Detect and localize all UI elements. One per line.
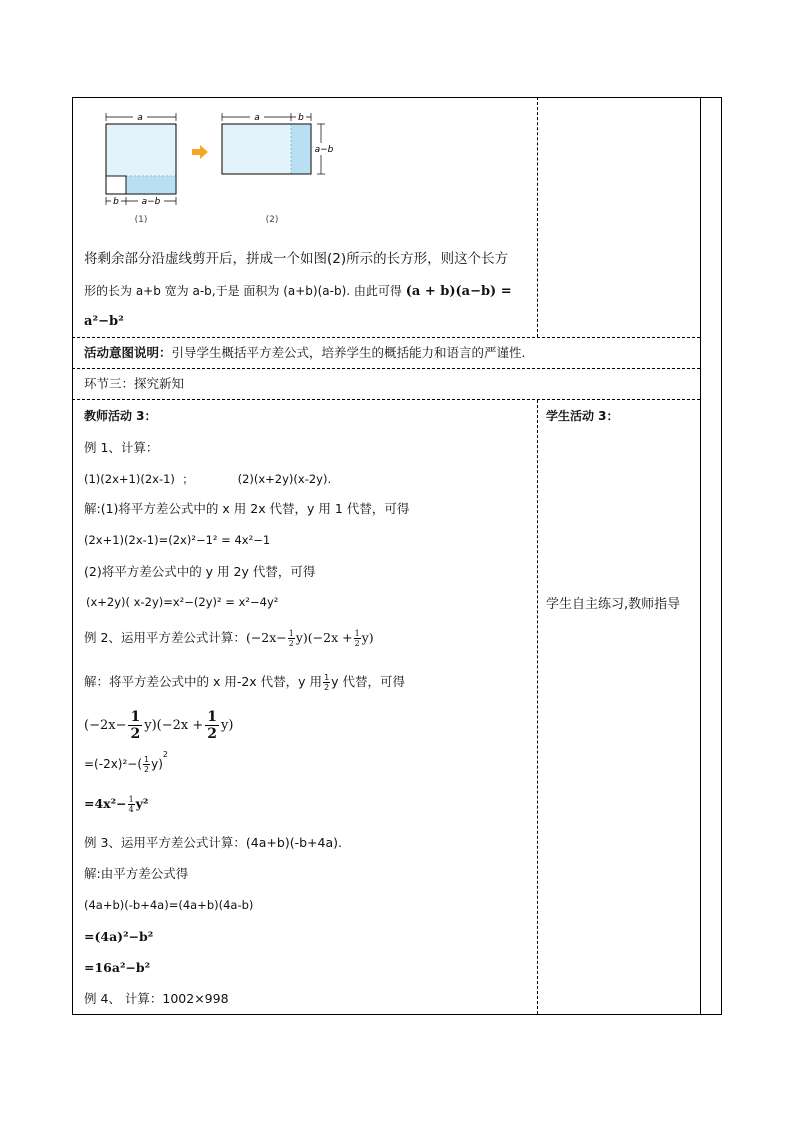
ex2-sol-frac (323, 673, 330, 692)
example-3-solution-intro: 解:由平方差公式得 (84, 866, 189, 881)
frac-num: 1 (324, 673, 330, 682)
activity-intent-text: 引导学生概括平方差公式，培养学生的概括能力和语言的严谨性. (171, 345, 526, 360)
transform-arrow-icon (192, 145, 208, 159)
table-bottom-border (72, 1014, 722, 1015)
fig1-label-amb: a−b (141, 197, 161, 207)
example-2-row (84, 629, 374, 648)
table-top-border (72, 97, 722, 98)
frac-den: 2 (324, 683, 330, 692)
ex2-step2-square: 2 (162, 750, 169, 759)
example-3-step-2: =(4a)²−b² (84, 929, 154, 944)
example-1-solution-2-intro: (2)将平方差公式中的 y 用 2y 代替，可得 (84, 564, 316, 579)
intro-line-1: 将剩余部分沿虚线剪开后，拼成一个如图(2)所示的长方形，则这个长方 (84, 251, 509, 267)
ex2-step1-part-a: (−2x− (84, 718, 127, 733)
row-divider-3 (72, 399, 700, 400)
section-3-title: 环节三：探究新知 (84, 376, 185, 391)
frac-num: 1 (144, 755, 150, 764)
fig2-label-a: a (254, 113, 260, 123)
row-divider-2 (72, 368, 700, 369)
example-4-title: 例 4、 计算：1002×998 (84, 991, 229, 1006)
ex2-step3-frac (128, 795, 135, 814)
ex2-expr-part-b: y)(−2x + (295, 630, 353, 645)
example-2-step-1 (84, 709, 233, 742)
student-activity-heading: 学生活动 3： (546, 409, 619, 423)
frac-den: 2 (144, 765, 150, 774)
example-2-title: 例 2、运用平方差公式计算： (84, 630, 246, 645)
ex2-frac-1 (288, 629, 295, 648)
ex2-step2-part-a: =(-2x)²−( (84, 757, 143, 771)
example-1-solution-intro: 解:(1)将平方差公式中的 x 用 2x 代替，y 用 1 代替，可得 (84, 501, 410, 516)
column-divider-top (537, 97, 538, 337)
ex2-expr-part-c: y) (361, 630, 374, 645)
example-1-title: 例 1、计算： (84, 440, 159, 455)
example-1-solution-1: (2x+1)(2x-1)=(2x)²−1² = 4x²−1 (84, 533, 271, 547)
frac-num: 1 (207, 709, 217, 725)
lesson-plan-table (72, 97, 722, 1015)
ex2-step1-frac-1 (128, 709, 142, 742)
ex2-step1-frac-2 (205, 709, 219, 742)
frac-num: 1 (288, 629, 294, 638)
ex2-expr-part-a: (−2x− (245, 630, 287, 645)
intro-line-3-formula: a²−b² (84, 314, 124, 329)
square-diagram-figure (100, 109, 350, 229)
ex2-step3-part-a: =4x²− (84, 796, 127, 811)
fig1-label-b: b (113, 197, 119, 207)
example-2-step-3 (84, 795, 148, 814)
example-3-step-1: (4a+b)(-b+4a)=(4a+b)(4a-b) (84, 898, 254, 912)
activity-intent-label: 活动意图说明： (84, 345, 172, 360)
ex2-step1-y-2: y (221, 718, 229, 733)
ex2-step1-part-b: )(−2x + (151, 718, 204, 733)
frac-den: 2 (288, 639, 294, 648)
fig2-label-b: b (298, 113, 304, 123)
ex2-step3-part-b: y² (135, 796, 149, 811)
example-3-step-3: =16a²−b² (84, 960, 151, 975)
ex2-step2-frac (143, 755, 150, 774)
example-1-questions: (1)(2x+1)(2x-1) ； (2)(x+2y)(x-2y). (84, 472, 332, 486)
example-2-solution-intro (84, 673, 405, 692)
fig2-label-amb: a−b (314, 145, 334, 155)
intro-line-2-text: 形的长为 a+b 宽为 a-b,于是 面积为 (a+b)(a-b). 由此可得 (84, 284, 402, 298)
frac-num: 1 (354, 629, 360, 638)
ex2-step2-part-b: y) (151, 757, 163, 771)
table-inner-right-border (700, 97, 701, 1015)
ex2-step1-part-c: ) (228, 718, 234, 733)
ex2-frac-2 (354, 629, 361, 648)
frac-den: 2 (354, 639, 360, 648)
ex2-sol-part-a: 解：将平方差公式中的 x 用-2x 代替，y 用 (84, 674, 323, 689)
table-left-border (72, 97, 73, 1015)
example-2-step-2 (84, 750, 169, 774)
activity-intent-row (84, 347, 526, 360)
column-divider-bottom (537, 400, 538, 1014)
teacher-activity-heading: 教师活动 3： (84, 409, 157, 423)
ex2-step1-y-1: y (144, 718, 152, 733)
frac-num: 1 (128, 795, 134, 804)
student-activity-note: 学生自主练习,教师指导 (546, 597, 681, 612)
example-3-title: 例 3、运用平方差公式计算：(4a+b)(-b+4a). (84, 835, 342, 850)
example-2-expression (245, 629, 374, 648)
frac-den: 2 (207, 726, 217, 742)
table-outer-right-border (721, 97, 722, 1015)
ex2-sol-part-b: y 代替，可得 (331, 674, 406, 689)
intro-line-2 (84, 285, 512, 298)
frac-den: 4 (128, 805, 134, 814)
frac-den: 2 (130, 726, 141, 742)
fig2-caption: (2) (265, 215, 279, 225)
frac-num: 1 (130, 709, 141, 725)
example-1-solution-2: (x+2y)( x-2y)=x²−(2y)² = x²−4y² (86, 595, 279, 609)
row-divider-1 (72, 337, 700, 338)
fig1-label-a: a (137, 113, 143, 123)
intro-line-2-formula: (a + b)(a−b) = (405, 284, 512, 299)
fig1-caption: (1) (134, 215, 148, 225)
